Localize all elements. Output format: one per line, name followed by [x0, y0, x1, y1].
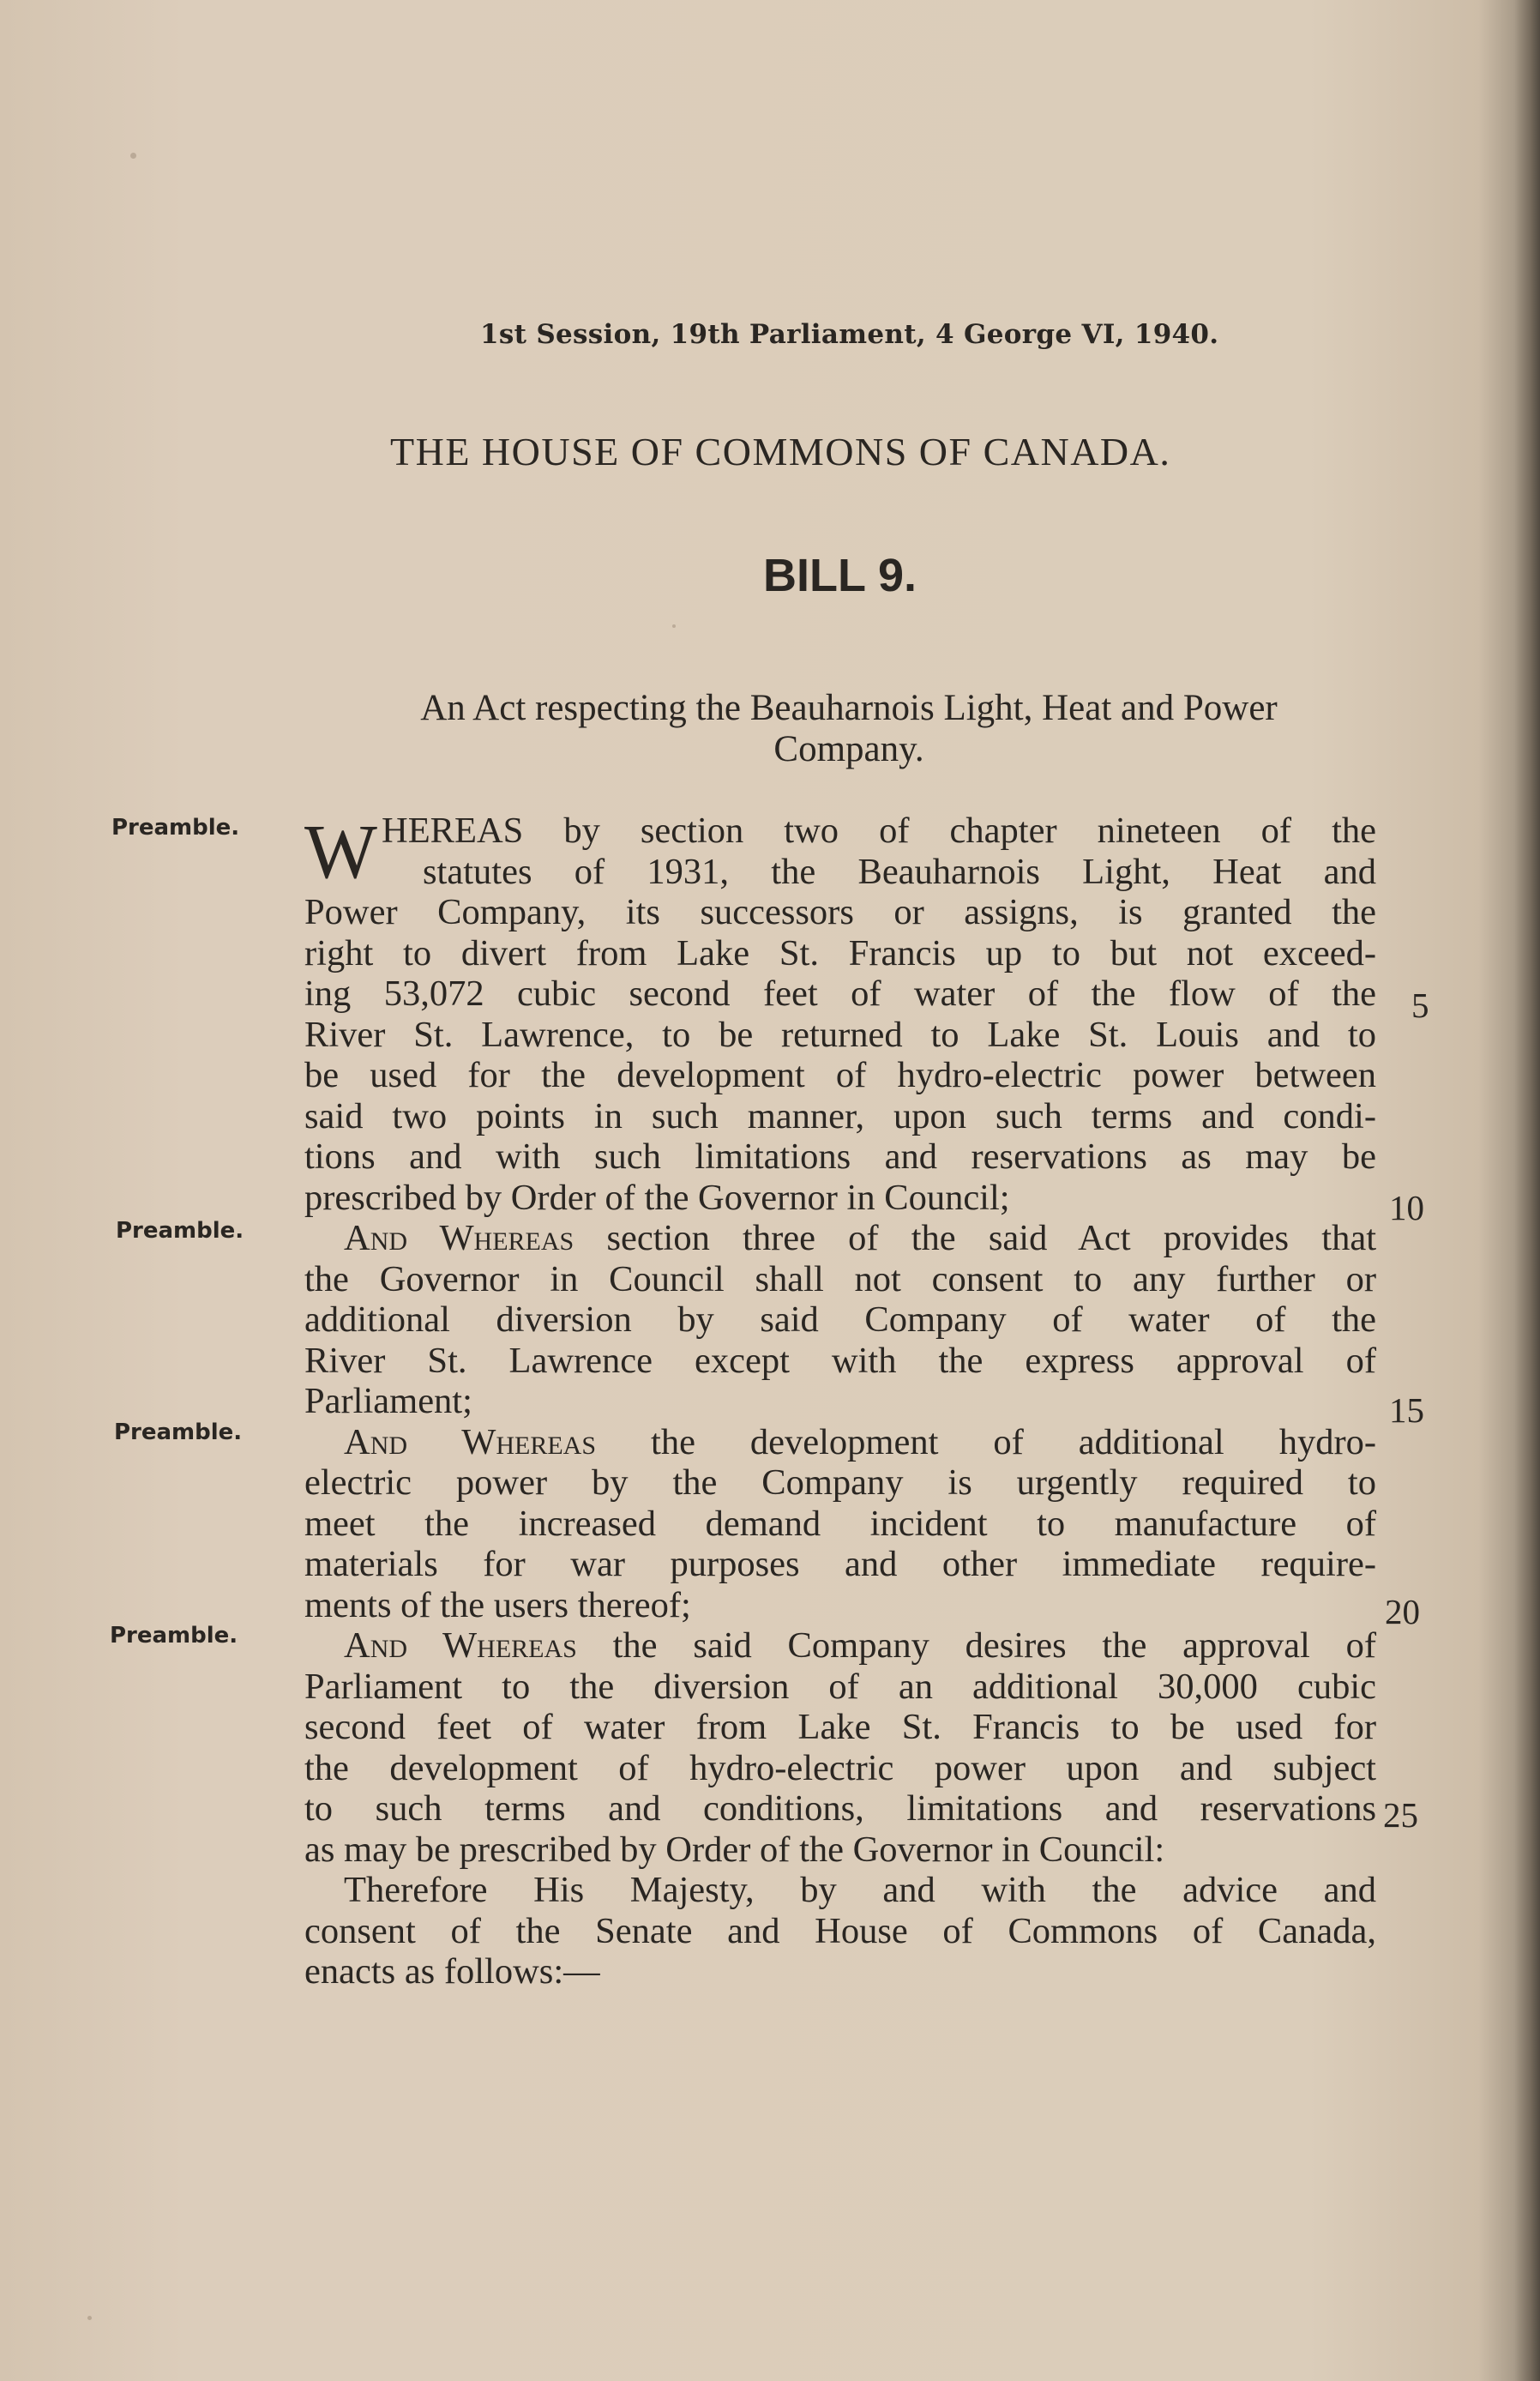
- page-edge-shadow: [1514, 0, 1540, 2381]
- text-line: meet the increased demand incident to manufacture of: [304, 1503, 1376, 1544]
- text-line: statutes of 1931, the Beauharnois Light, Heat and: [423, 851, 1376, 892]
- text-line: additional diversion by said Company of water of the: [304, 1299, 1376, 1340]
- bill-number: BILL 9.: [763, 550, 917, 601]
- text-line: consent of the Senate and House of Commons of Canada,: [304, 1910, 1376, 1951]
- text-line: the development of hydro-electric power upon and subject: [304, 1747, 1376, 1788]
- session-line: 1st Session, 19th Parliament, 4 George VI, 1940.: [480, 319, 1219, 350]
- bill-body: [304, 811, 1376, 1992]
- text-line: right to divert from Lake St. Francis up to but not exceed-: [304, 932, 1376, 973]
- text-line: materials for war purposes and other immediate require-: [304, 1544, 1376, 1584]
- margin-note-preamble: Preamble.: [110, 1623, 238, 1649]
- text-line: Parliament to the diversion of an additional 30,000 cubic: [304, 1666, 1376, 1707]
- act-title-line: An Act respecting the Beauharnois Light, Heat and Power: [420, 688, 1278, 728]
- text-line: River St. Lawrence except with the express approval of: [304, 1340, 1376, 1381]
- paper-spot: [130, 153, 136, 159]
- text-line: said two points in such manner, upon such terms and condi-: [304, 1095, 1376, 1136]
- text-line: [304, 1218, 1376, 1259]
- preamble-paragraph: [304, 1625, 1376, 1870]
- preamble-paragraph: [304, 1422, 1376, 1626]
- preamble-paragraph: [304, 811, 1376, 1218]
- text-line: [304, 1422, 1376, 1463]
- text-line: Power Company, its successors or assigns, is granted the: [304, 892, 1376, 932]
- line-number: 25: [1383, 1795, 1418, 1835]
- act-title-line: Company.: [773, 729, 924, 769]
- margin-note-preamble: Preamble.: [116, 1218, 244, 1244]
- act-title: [313, 688, 1385, 770]
- text-line: ing 53,072 cubic second feet of water of the flow of the: [304, 973, 1376, 1014]
- margin-note-preamble: Preamble.: [114, 1420, 243, 1445]
- line-number: 5: [1411, 986, 1429, 1025]
- text-line: enacts as follows:—: [304, 1951, 600, 1992]
- text-line: [304, 1625, 1376, 1667]
- text-line: to such terms and conditions, limitations and reservations: [304, 1788, 1376, 1829]
- and-whereas-lead: And Whereas: [344, 1218, 574, 1258]
- text-run: the said Company desires the approval of: [576, 1625, 1376, 1666]
- text-line: HEREAS by section two of chapter nineteen of the: [382, 811, 1376, 851]
- text-line: be used for the development of hydro-electric power between: [304, 1055, 1376, 1095]
- and-whereas-lead: And Whereas: [344, 1421, 597, 1462]
- text-line: the Governor in Council shall not consent to any further or: [304, 1258, 1376, 1299]
- text-line: second feet of water from Lake St. Francis to be used for: [304, 1707, 1376, 1747]
- house-heading: THE HOUSE OF COMMONS OF CANADA.: [390, 430, 1171, 473]
- text-run: the development of additional hydro-: [596, 1421, 1377, 1462]
- text-line: prescribed by Order of the Governor in Council;: [304, 1177, 1010, 1218]
- margin-note-preamble: Preamble.: [111, 815, 240, 841]
- text-line: as may be prescribed by Order of the Governor in Council:: [304, 1829, 1165, 1870]
- text-line: tions and with such limitations and reservations as may be: [304, 1136, 1376, 1177]
- paper-spot: [87, 2316, 92, 2320]
- text-line: electric power by the Company is urgently required to: [304, 1462, 1376, 1503]
- enacting-clause: [304, 1870, 1376, 1992]
- and-whereas-lead: And Whereas: [344, 1625, 577, 1666]
- line-number: 15: [1389, 1390, 1424, 1430]
- text-line: Therefore His Majesty, by and with the advice and: [344, 1870, 1376, 1910]
- line-number: 20: [1385, 1592, 1420, 1631]
- text-line: ments of the users thereof;: [304, 1584, 691, 1625]
- text-run: section three of the said Act provides that: [574, 1218, 1377, 1258]
- line-number: 10: [1389, 1188, 1424, 1227]
- drop-cap: W: [304, 810, 377, 895]
- text-line: Parliament;: [304, 1381, 472, 1421]
- text-line: River St. Lawrence, to be returned to Lake St. Louis and to: [304, 1014, 1376, 1055]
- paper-spot: [672, 624, 676, 628]
- preamble-paragraph: [304, 1218, 1376, 1422]
